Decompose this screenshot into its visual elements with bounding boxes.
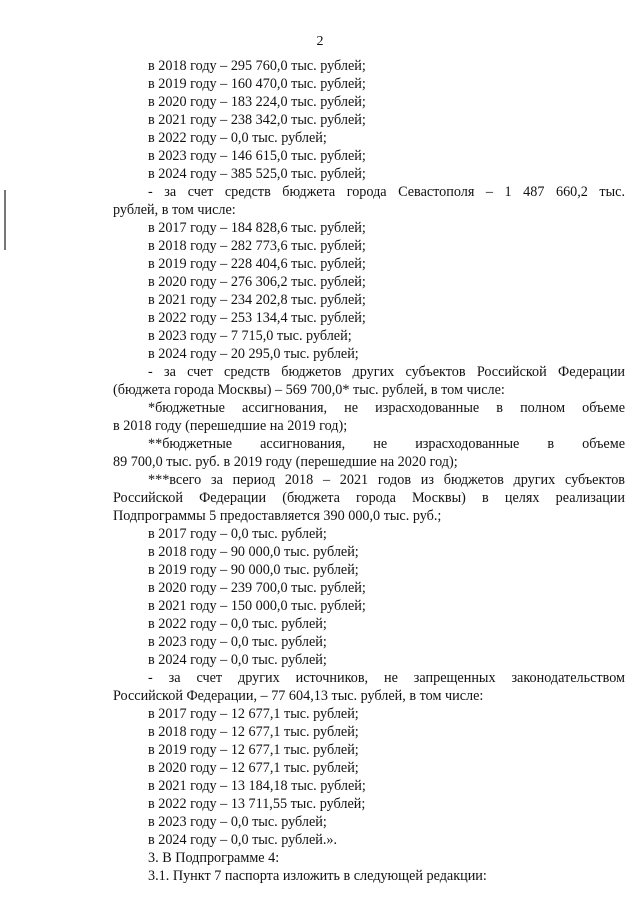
text-line: в 2023 году – 0,0 тыс. рублей; [148, 814, 327, 830]
text-line: в 2023 году – 146 615,0 тыс. рублей; [148, 148, 366, 164]
footnote-line: *бюджетные ассигнования, не израсходованные в полном объеме [148, 400, 625, 416]
text-line: в 2022 году – 253 134,4 тыс. рублей; [148, 310, 366, 326]
footnote-line: 89 700,0 тыс. руб. в 2019 году (перешедшие на 2020 год); [113, 454, 458, 470]
paragraph-line: (бюджета города Москвы) – 569 700,0* тыс. рублей, в том числе: [113, 382, 505, 398]
paragraph-line: - за счет средств бюджетов других субъектов Российской Федерации [148, 364, 625, 380]
paragraph-line: Российской Федерации, – 77 604,13 тыс. рублей, в том числе: [113, 688, 484, 704]
page-number: 2 [316, 34, 324, 49]
text-line: в 2021 году – 234 202,8 тыс. рублей; [148, 292, 366, 308]
text-line: в 2019 году – 160 470,0 тыс. рублей; [148, 76, 366, 92]
text-line: в 2019 году – 228 404,6 тыс. рублей; [148, 256, 366, 272]
text-line: в 2018 году – 90 000,0 тыс. рублей; [148, 544, 359, 560]
text-line: в 2018 году – 295 760,0 тыс. рублей; [148, 58, 366, 74]
text-line: в 2020 году – 12 677,1 тыс. рублей; [148, 760, 359, 776]
text-line: в 2022 году – 0,0 тыс. рублей; [148, 616, 327, 632]
text-line: в 2024 году – 385 525,0 тыс. рублей; [148, 166, 366, 182]
text-line: в 2024 году – 0,0 тыс. рублей.». [148, 832, 338, 848]
footnote-line: в 2018 году (перешедшие на 2019 год); [113, 418, 348, 434]
text-line: в 2018 году – 282 773,6 тыс. рублей; [148, 238, 366, 254]
text-line: в 2020 году – 276 306,2 тыс. рублей; [148, 274, 366, 290]
text-line: в 2023 году – 7 715,0 тыс. рублей; [148, 328, 352, 344]
footnote-line: Российской Федерации (бюджета города Москвы) в целях реализации [113, 490, 625, 506]
text-line: в 2024 году – 20 295,0 тыс. рублей; [148, 346, 359, 362]
footnote-line: **бюджетные ассигнования, не израсходованные в объеме [148, 436, 625, 452]
text-line: в 2021 году – 150 000,0 тыс. рублей; [148, 598, 366, 614]
text-line: в 2023 году – 0,0 тыс. рублей; [148, 634, 327, 650]
text-line: в 2021 году – 238 342,0 тыс. рублей; [148, 112, 366, 128]
paragraph-line: - за счет средств бюджета города Севастополя – 1 487 660,2 тыс. [148, 184, 625, 200]
paragraph-line: рублей, в том числе: [113, 202, 236, 218]
text-line: в 2017 году – 184 828,6 тыс. рублей; [148, 220, 366, 236]
text-line: в 2017 году – 0,0 тыс. рублей; [148, 526, 327, 542]
text-line: в 2020 году – 239 700,0 тыс. рублей; [148, 580, 366, 596]
text-line: в 2019 году – 12 677,1 тыс. рублей; [148, 742, 359, 758]
text-line: в 2017 году – 12 677,1 тыс. рублей; [148, 706, 359, 722]
text-line: в 2022 году – 0,0 тыс. рублей; [148, 130, 327, 146]
text-line: в 2018 году – 12 677,1 тыс. рублей; [148, 724, 359, 740]
footnote-line: ***всего за период 2018 – 2021 годов из бюджетов других субъектов [148, 472, 625, 488]
paragraph-line: - за счет других источников, не запрещенных законодательством [148, 670, 625, 686]
text-line: в 2020 году – 183 224,0 тыс. рублей; [148, 94, 366, 110]
footnote-line: Подпрограммы 5 предоставляется 390 000,0 тыс. руб.; [113, 508, 442, 524]
section-heading: 3.1. Пункт 7 паспорта изложить в следующей редакции: [148, 868, 487, 884]
scan-margin-mark [4, 190, 6, 250]
text-line: в 2019 году – 90 000,0 тыс. рублей; [148, 562, 359, 578]
text-line: в 2021 году – 13 184,18 тыс. рублей; [148, 778, 366, 794]
text-line: в 2024 году – 0,0 тыс. рублей; [148, 652, 327, 668]
text-line: в 2022 году – 13 711,55 тыс. рублей; [148, 796, 366, 812]
section-heading: 3. В Подпрограмме 4: [148, 850, 280, 866]
